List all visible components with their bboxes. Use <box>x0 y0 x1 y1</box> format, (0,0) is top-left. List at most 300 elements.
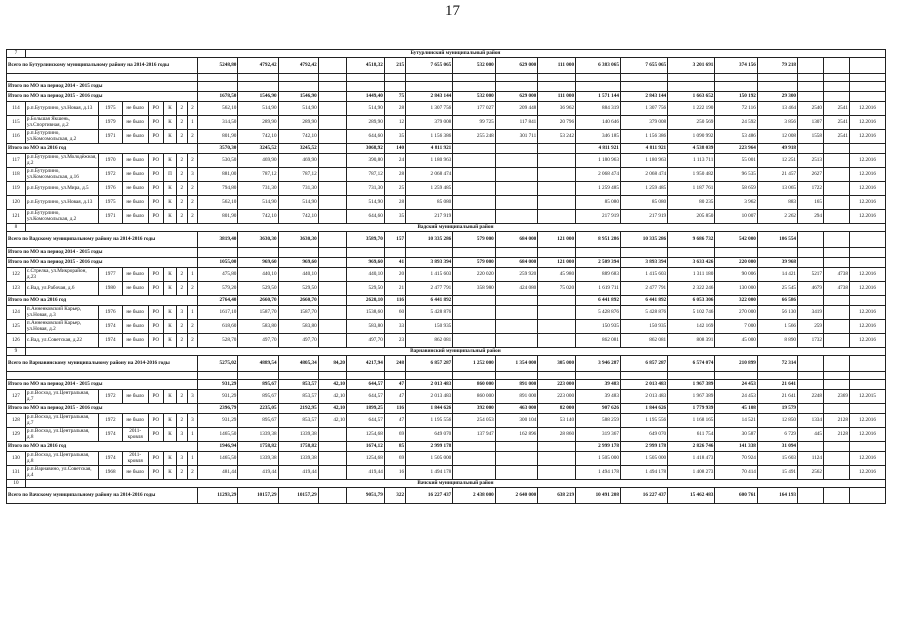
value-cell: 16 <box>384 466 405 480</box>
value-cell: 2 262 <box>757 210 797 224</box>
value-cell: 75 <box>384 92 405 102</box>
empty-cell <box>198 74 238 82</box>
value-cell: 6 053 306 <box>668 296 715 306</box>
value-cell: 532 000 <box>453 58 496 74</box>
value-cell: 130 000 <box>715 282 758 296</box>
empty-cell <box>406 248 453 258</box>
last-repair: не было <box>122 466 148 480</box>
value-cell <box>453 442 496 452</box>
value-cell <box>495 168 538 182</box>
build-year: 1976 <box>99 182 123 196</box>
value-cell: 300 104 <box>495 414 538 428</box>
empty-cell <box>7 372 198 380</box>
district-total-row <box>7 488 886 504</box>
material-cell: 2 <box>177 168 188 182</box>
value-cell <box>495 182 538 196</box>
district-title: Варнавинский муниципальный район <box>25 348 885 356</box>
value-cell <box>318 196 346 210</box>
value-cell: 4738 <box>823 268 849 282</box>
value-cell: 12 <box>384 116 405 130</box>
empty-cell <box>798 372 824 380</box>
empty-cell <box>576 372 621 380</box>
material-cell: 2 <box>187 210 198 224</box>
district-total-row <box>7 58 886 74</box>
value-cell <box>318 452 346 466</box>
value-cell: 21 457 <box>757 168 797 182</box>
value-cell: 19 579 <box>757 404 797 414</box>
value-cell: 514,90 <box>278 102 318 116</box>
value-cell <box>798 58 824 74</box>
building-row <box>7 210 886 224</box>
value-cell <box>823 232 849 248</box>
item-number: 115 <box>7 116 26 130</box>
value-cell: 2 999 178 <box>406 442 453 452</box>
value-cell: 1 950 482 <box>668 168 715 182</box>
value-cell: 2 013 483 <box>406 380 453 390</box>
value-cell: 28 <box>384 102 405 116</box>
value-cell: 891 000 <box>495 390 538 404</box>
value-cell: 12 008 <box>757 130 797 144</box>
value-cell: 1 156 386 <box>406 130 453 144</box>
value-cell: 25 545 <box>757 282 797 296</box>
item-number: 120 <box>7 196 26 210</box>
empty-cell <box>576 82 621 92</box>
value-cell: 82 000 <box>538 404 576 414</box>
last-repair: не было <box>122 182 148 196</box>
value-cell: 45 000 <box>715 334 758 348</box>
material-cell: 2 <box>177 466 188 480</box>
value-cell <box>823 58 849 74</box>
value-cell <box>849 144 885 154</box>
empty-cell <box>715 248 758 258</box>
value-cell: 2 999 178 <box>576 442 621 452</box>
material-cell: 2 <box>177 116 188 130</box>
building-address: п.Анненковский Карьер, ул.Новая, д.3 <box>25 306 98 320</box>
value-cell: 33 <box>384 320 405 334</box>
value-cell: 481,44 <box>198 466 238 480</box>
value-cell: 1 408 273 <box>668 466 715 480</box>
value-cell: 45 980 <box>538 268 576 282</box>
value-cell: 1 415 603 <box>406 268 453 282</box>
subtotal-row <box>7 442 886 452</box>
value-cell: 162 896 <box>495 428 538 442</box>
period-label: Итого по МО на период 2014 - 2015 годы <box>7 248 198 258</box>
empty-cell <box>538 82 576 92</box>
value-cell: 1 494 178 <box>576 466 621 480</box>
material-cell: РО <box>148 414 163 428</box>
value-cell: 742,10 <box>278 130 318 144</box>
value-cell: 5 428 876 <box>620 306 667 320</box>
page-number: 17 <box>445 3 460 19</box>
value-cell: 969,60 <box>238 258 278 268</box>
value-cell: 215 <box>384 58 405 74</box>
value-cell: 794,80 <box>198 182 238 196</box>
material-cell: 2 <box>177 320 188 334</box>
completion-date: 12.2016 <box>849 182 885 196</box>
value-cell: 860 000 <box>453 390 496 404</box>
building-row <box>7 390 886 404</box>
value-cell: 53 140 <box>538 414 576 428</box>
value-cell: 1546,90 <box>238 92 278 102</box>
empty-cell <box>849 248 885 258</box>
value-cell: 529,50 <box>347 282 385 296</box>
empty-cell <box>318 248 346 258</box>
build-year: 1975 <box>99 196 123 210</box>
value-cell <box>495 296 538 306</box>
material-cell: К <box>164 154 177 168</box>
building-address: р.Большая Якшень, ул.Спортивная, д.2 <box>25 116 98 130</box>
value-cell: 1 187 761 <box>668 182 715 196</box>
building-address: р.п.Восход, ул.Центральная, д.8 <box>25 452 98 466</box>
empty-cell <box>495 74 538 82</box>
value-cell: 419,44 <box>347 466 385 480</box>
value-cell: 862 081 <box>576 334 621 348</box>
value-cell: 24 <box>384 154 405 168</box>
value-cell: 2128 <box>823 414 849 428</box>
empty-cell <box>384 74 405 82</box>
value-cell <box>453 168 496 182</box>
empty-cell <box>849 74 885 82</box>
value-cell: 15 603 <box>757 452 797 466</box>
value-cell: 30 587 <box>715 428 758 442</box>
value-cell: 8 951 286 <box>576 232 621 248</box>
value-cell: 217 919 <box>406 210 453 224</box>
build-year: 1974 <box>99 320 123 334</box>
last-repair: не было <box>122 210 148 224</box>
value-cell: 3 946 287 <box>576 356 621 372</box>
value-cell: 84,20 <box>318 356 346 372</box>
value-cell <box>318 154 346 168</box>
value-cell: 1 113 711 <box>668 154 715 168</box>
value-cell <box>318 268 346 282</box>
value-cell: 1 259 485 <box>406 182 453 196</box>
material-cell: 2 <box>177 210 188 224</box>
item-number: 121 <box>7 210 26 224</box>
value-cell: 853,57 <box>278 414 318 428</box>
value-cell: 424 080 <box>495 282 538 296</box>
material-cell: 2 <box>177 102 188 116</box>
value-cell: 29 300 <box>757 92 797 102</box>
value-cell: 6 857 287 <box>620 356 667 372</box>
building-address: с.Стрелка, ул.Микрорайон, д.23 <box>25 268 98 282</box>
value-cell <box>318 130 346 144</box>
value-cell: 1 619 711 <box>576 282 621 296</box>
empty-cell <box>823 248 849 258</box>
value-cell <box>495 210 538 224</box>
value-cell: 4792,42 <box>278 58 318 74</box>
build-year: 1976 <box>99 306 123 320</box>
value-cell: 42,10 <box>318 390 346 404</box>
empty-cell <box>384 82 405 92</box>
value-cell: 1334 <box>798 414 824 428</box>
value-cell: 1 259 485 <box>620 182 667 196</box>
building-address: р.п.Бутурлино, ул.Новая, д.13 <box>25 102 98 116</box>
row-label: Итого по МО на 2016 год <box>7 144 198 154</box>
value-cell: 907 626 <box>576 404 621 414</box>
value-cell: 684 000 <box>495 258 538 268</box>
value-cell <box>538 168 576 182</box>
last-repair: 2011-кровля <box>122 452 148 466</box>
district-total-row <box>7 356 886 372</box>
completion-date: 12.2016 <box>849 268 885 282</box>
value-cell: 1 571 144 <box>576 92 621 102</box>
value-cell: 390,80 <box>347 154 385 168</box>
value-cell: 2541 <box>823 116 849 130</box>
value-cell <box>849 442 885 452</box>
material-cell: К <box>164 452 177 466</box>
value-cell: 72 116 <box>715 102 758 116</box>
value-cell: 860 000 <box>453 380 496 390</box>
building-row <box>7 452 886 466</box>
row-label: Итого по МО на период 2015 - 2016 годы <box>7 92 198 102</box>
value-cell: 20 <box>384 268 405 282</box>
material-cell: РО <box>148 130 163 144</box>
value-cell: 10 335 286 <box>620 232 667 248</box>
empty-cell <box>318 74 346 82</box>
value-cell: 884 319 <box>576 102 621 116</box>
value-cell: 2192,95 <box>278 404 318 414</box>
value-cell: 223 964 <box>715 144 758 154</box>
material-cell: РО <box>148 268 163 282</box>
value-cell: 1254,68 <box>347 452 385 466</box>
value-cell <box>453 306 496 320</box>
last-repair: не было <box>122 102 148 116</box>
value-cell <box>538 296 576 306</box>
value-cell: 55 001 <box>715 154 758 168</box>
empty-cell <box>347 74 385 82</box>
empty-cell <box>538 74 576 82</box>
building-row <box>7 320 886 334</box>
value-cell: 600 761 <box>715 488 758 504</box>
value-cell: 895,67 <box>238 414 278 428</box>
value-cell: 889 683 <box>576 268 621 282</box>
building-address: с.Вад, ул.Советская, д.22 <box>25 334 98 348</box>
value-cell: 445 <box>798 428 824 442</box>
value-cell: 379 008 <box>620 116 667 130</box>
value-cell <box>453 154 496 168</box>
value-cell: 649 070 <box>406 428 453 442</box>
value-cell: 808 391 <box>668 334 715 348</box>
value-cell: 644,57 <box>347 390 385 404</box>
build-year: 1975 <box>99 102 123 116</box>
value-cell <box>849 232 885 248</box>
district-number: 9 <box>7 348 26 356</box>
empty-cell <box>715 82 758 92</box>
value-cell: 644,57 <box>347 380 385 390</box>
value-cell <box>823 92 849 102</box>
value-cell <box>798 488 824 504</box>
material-cell: 3 <box>177 428 188 442</box>
value-cell: 223 000 <box>538 380 576 390</box>
value-cell: 23 <box>384 334 405 348</box>
value-cell: 209 448 <box>495 102 538 116</box>
value-cell <box>318 334 346 348</box>
value-cell: 440,10 <box>278 268 318 282</box>
empty-cell <box>823 74 849 82</box>
value-cell: 117 841 <box>495 116 538 130</box>
value-cell: 787,12 <box>347 168 385 182</box>
value-cell: 1449,40 <box>347 92 385 102</box>
item-number: 119 <box>7 182 26 196</box>
value-cell: 497,70 <box>347 334 385 348</box>
build-year: 1980 <box>99 282 123 296</box>
value-cell: 11293,29 <box>198 488 238 504</box>
empty-cell <box>347 82 385 92</box>
empty-cell <box>278 82 318 92</box>
value-cell <box>823 356 849 372</box>
value-cell: 99 725 <box>453 116 496 130</box>
value-cell <box>318 210 346 224</box>
value-cell: 1 090 992 <box>668 130 715 144</box>
value-cell: 2 068 474 <box>620 168 667 182</box>
value-cell: 3 893 394 <box>406 258 453 268</box>
value-cell: 2 322 246 <box>668 282 715 296</box>
building-address: р.п.Варнавино, ул.Советская, д.4 <box>25 466 98 480</box>
material-cell: К <box>164 196 177 210</box>
empty-cell <box>453 82 496 92</box>
district-number: 10 <box>7 480 26 488</box>
value-cell <box>538 182 576 196</box>
value-cell: 1 156 386 <box>620 130 667 144</box>
empty-cell <box>823 372 849 380</box>
building-address: р.п.Бутурлино, ул.Комсомольская, д.2 <box>25 130 98 144</box>
value-cell: 1558 <box>798 130 824 144</box>
blank-row <box>7 74 886 82</box>
empty-cell <box>757 248 797 258</box>
value-cell: 16 227 437 <box>406 488 453 504</box>
item-number: 131 <box>7 466 26 480</box>
value-cell: 514,90 <box>347 102 385 116</box>
value-cell: 5248,80 <box>198 58 238 74</box>
value-cell: 4792,42 <box>238 58 278 74</box>
value-cell: 69 <box>384 428 405 442</box>
value-cell <box>453 196 496 210</box>
value-cell: 379 008 <box>406 116 453 130</box>
value-cell: 1 494 178 <box>620 466 667 480</box>
value-cell: 862 081 <box>406 334 453 348</box>
empty-cell <box>7 74 198 82</box>
value-cell: 931,29 <box>198 414 238 428</box>
value-cell: 305 000 <box>538 356 576 372</box>
value-cell <box>495 466 538 480</box>
value-cell: 1678,50 <box>198 92 238 102</box>
value-cell <box>538 452 576 466</box>
value-cell: 731,30 <box>347 182 385 196</box>
value-cell: 15 491 <box>757 466 797 480</box>
building-row <box>7 268 886 282</box>
value-cell: 5275,02 <box>198 356 238 372</box>
material-cell: К <box>164 210 177 224</box>
value-cell: 2540 <box>798 102 824 116</box>
value-cell <box>453 210 496 224</box>
value-cell: 1 415 603 <box>620 268 667 282</box>
value-cell <box>318 442 346 452</box>
value-cell: 5 102 746 <box>668 306 715 320</box>
value-cell: 85 080 <box>406 196 453 210</box>
register-body <box>7 50 886 504</box>
district-number: 7 <box>7 50 26 58</box>
last-repair: не было <box>122 320 148 334</box>
value-cell <box>318 144 346 154</box>
value-cell: 883 <box>757 196 797 210</box>
completion-date: 12.2016 <box>849 282 885 296</box>
value-cell: 931,29 <box>198 380 238 390</box>
completion-date: 12.2015 <box>849 390 885 404</box>
value-cell <box>318 258 346 268</box>
material-cell: 2 <box>177 414 188 428</box>
building-address: р.п.Бутурлино, ул.Комсомольская, д.2 <box>25 210 98 224</box>
value-cell: 294 <box>798 210 824 224</box>
value-cell: 289,90 <box>238 116 278 130</box>
material-cell: 3 <box>177 306 188 320</box>
last-repair: не было <box>122 168 148 182</box>
value-cell: 514,90 <box>347 196 385 210</box>
value-cell: 150 935 <box>406 320 453 334</box>
empty-cell <box>198 248 238 258</box>
value-cell: 1946,94 <box>198 442 238 452</box>
value-cell <box>849 356 885 372</box>
value-cell: 440,10 <box>347 268 385 282</box>
item-number: 118 <box>7 168 26 182</box>
value-cell: 58 659 <box>715 182 758 196</box>
material-cell: РО <box>148 334 163 348</box>
material-cell: 2 <box>187 196 198 210</box>
value-cell: 90 006 <box>715 268 758 282</box>
value-cell <box>798 92 824 102</box>
value-cell: 28 860 <box>538 428 576 442</box>
value-cell: 440,10 <box>238 268 278 282</box>
value-cell: 618,60 <box>198 320 238 334</box>
value-cell: 142 169 <box>668 320 715 334</box>
value-cell: 5 428 876 <box>406 306 453 320</box>
value-cell: 463 000 <box>495 404 538 414</box>
value-cell: 4805,34 <box>278 356 318 372</box>
building-address: р.п.Восход, ул.Центральная, д.8 <box>25 428 98 442</box>
value-cell: 6 441 892 <box>576 296 621 306</box>
value-cell: 15 462 483 <box>668 488 715 504</box>
value-cell: 801,90 <box>198 210 238 224</box>
last-repair: не было <box>122 390 148 404</box>
value-cell: 1465,50 <box>198 452 238 466</box>
material-cell: РО <box>148 116 163 130</box>
district-header-row <box>7 480 886 488</box>
value-cell: 24 453 <box>715 380 758 390</box>
value-cell <box>798 380 824 390</box>
value-cell: 111 000 <box>538 58 576 74</box>
value-cell <box>823 306 849 320</box>
value-cell: 205 850 <box>668 210 715 224</box>
value-cell: 7 655 065 <box>406 58 453 74</box>
value-cell <box>823 144 849 154</box>
material-cell: 2 <box>177 130 188 144</box>
value-cell: 39 483 <box>576 390 621 404</box>
value-cell: 2620,10 <box>347 296 385 306</box>
value-cell: 39 968 <box>757 258 797 268</box>
last-repair: не было <box>122 130 148 144</box>
value-cell: 1254,68 <box>347 428 385 442</box>
value-cell: 35 <box>384 210 405 224</box>
value-cell <box>318 320 346 334</box>
value-cell: 116 <box>384 296 405 306</box>
value-cell: 7 655 065 <box>620 58 667 74</box>
value-cell <box>798 356 824 372</box>
value-cell: 497,70 <box>278 334 318 348</box>
value-cell <box>538 196 576 210</box>
value-cell <box>318 466 346 480</box>
value-cell <box>823 168 849 182</box>
empty-cell <box>823 82 849 92</box>
material-cell: 1 <box>187 268 198 282</box>
